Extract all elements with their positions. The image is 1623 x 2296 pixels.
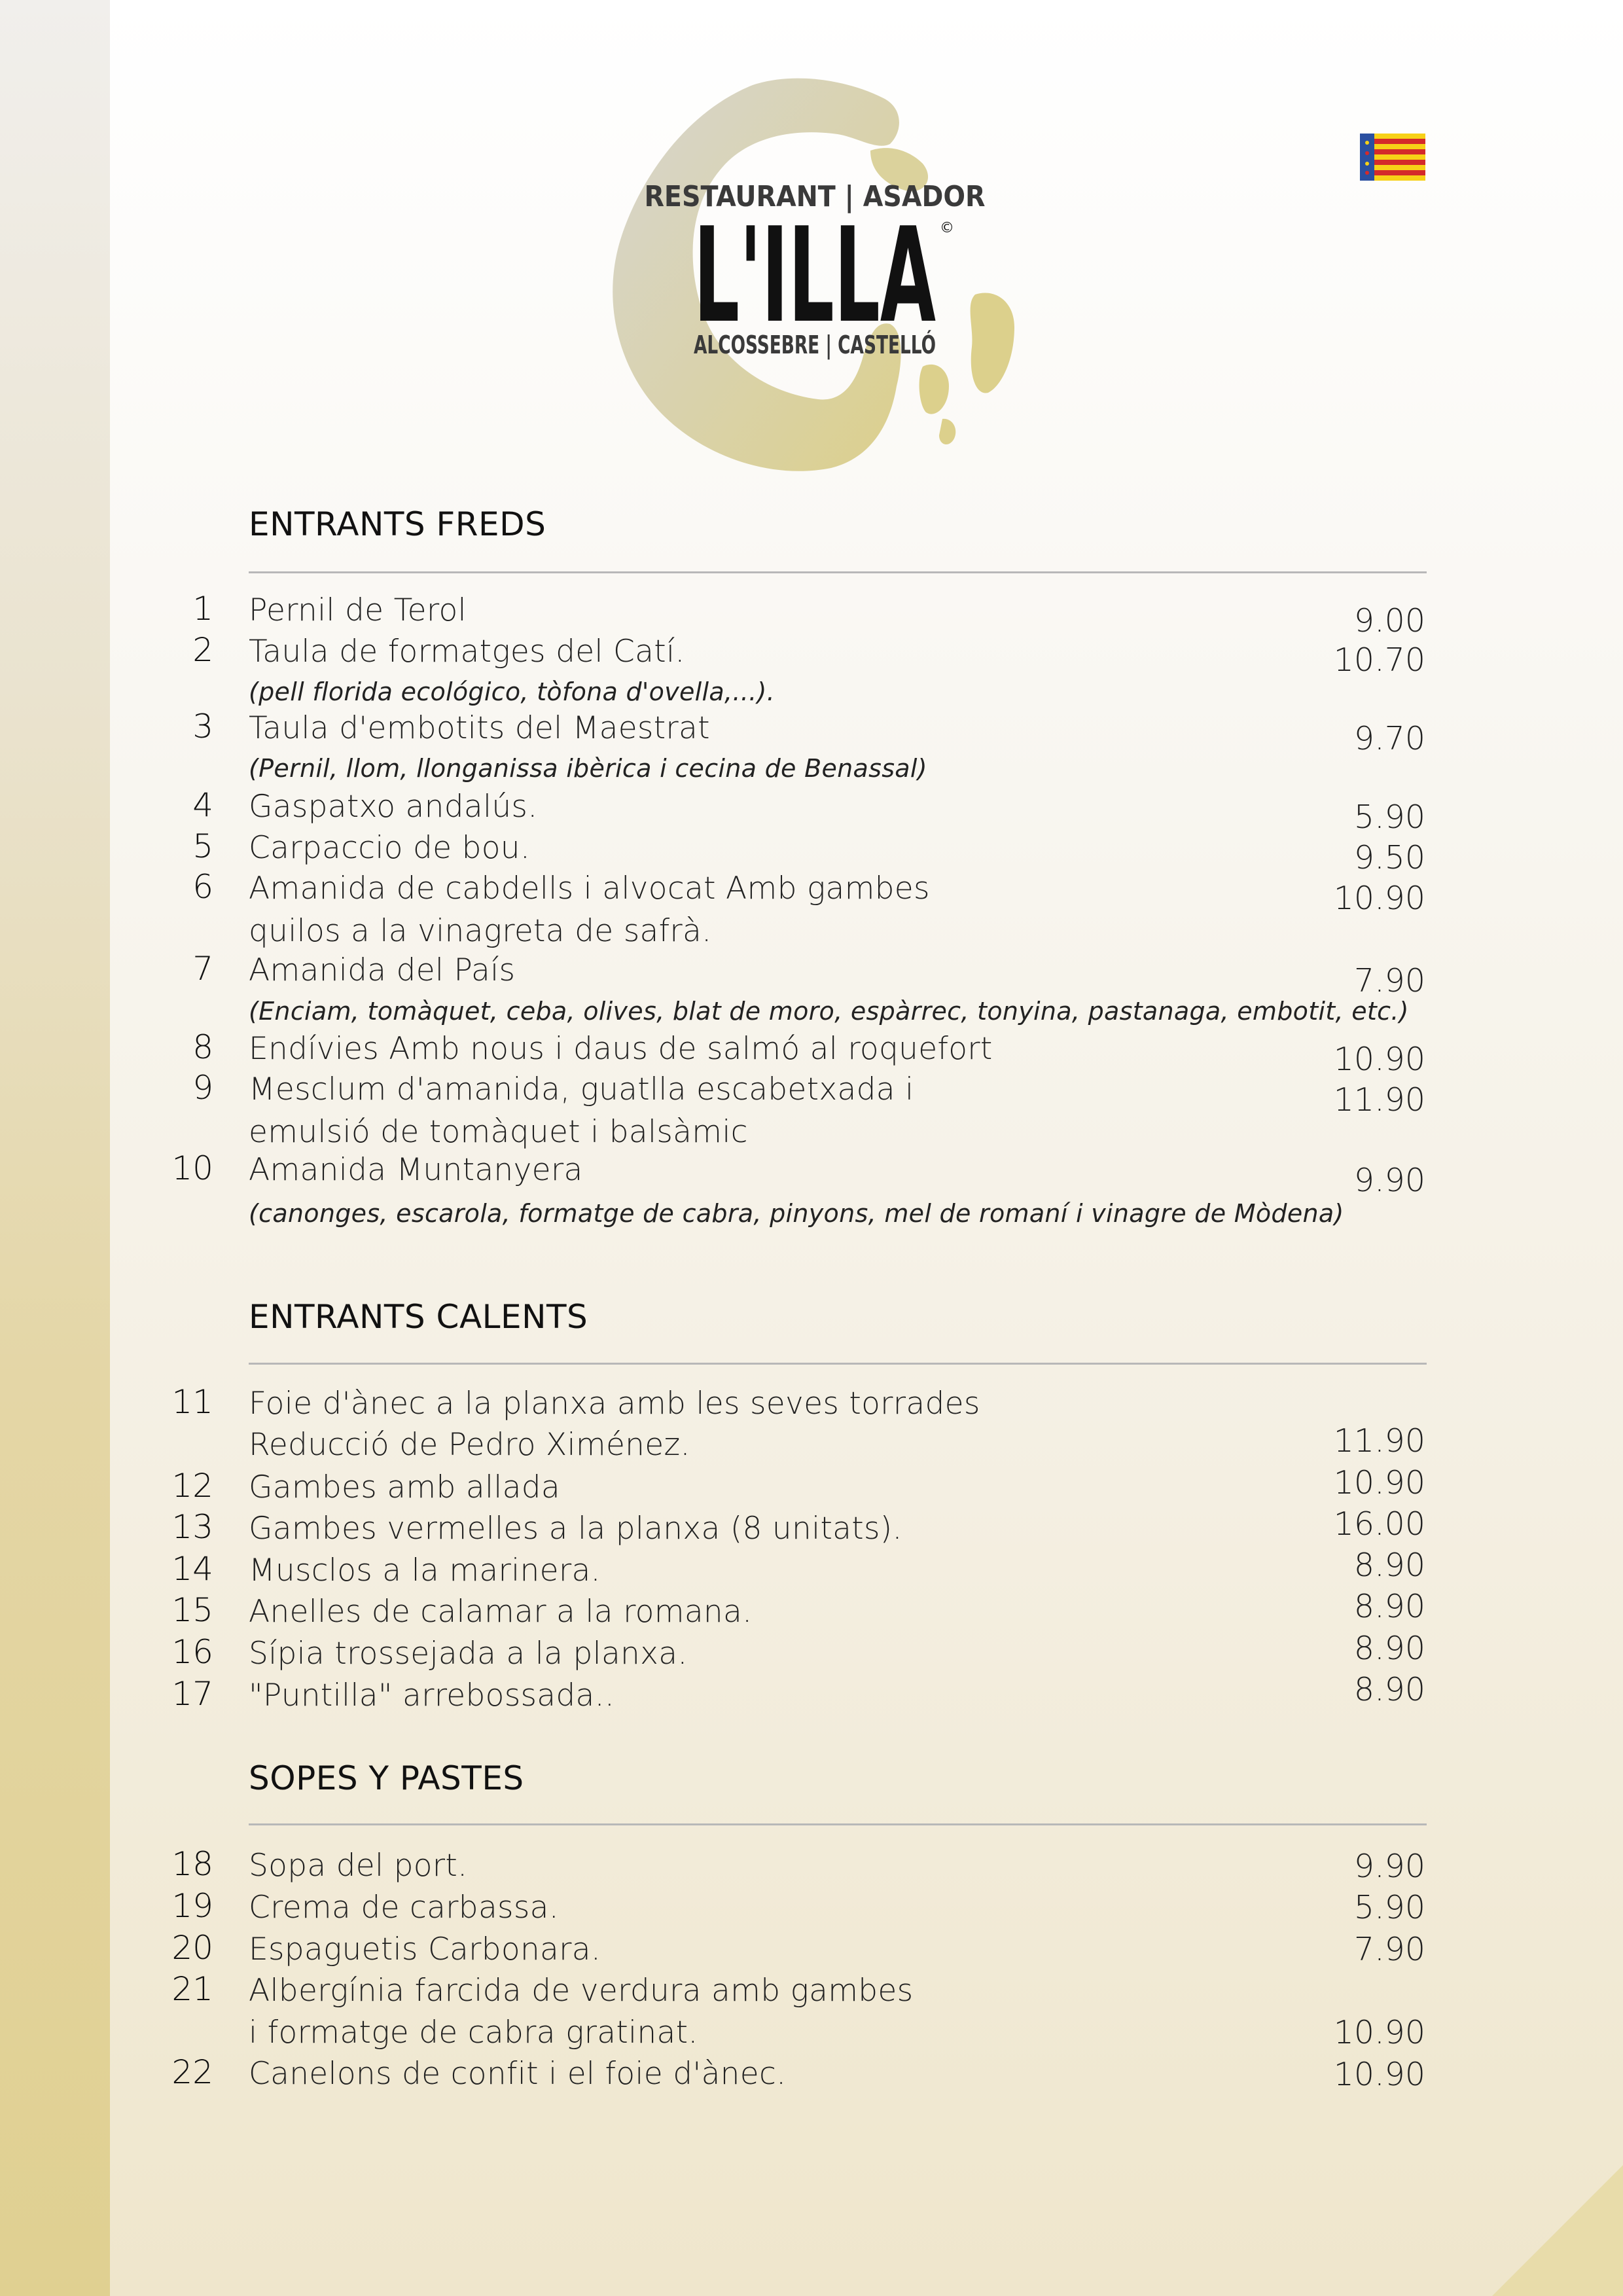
- item-price: 9.90: [1353, 1848, 1425, 1885]
- section-title: ENTRANTS FREDS: [249, 505, 546, 543]
- item-number: 9: [192, 1069, 213, 1107]
- item-number: 5: [192, 827, 213, 865]
- item-number: 17: [171, 1675, 213, 1713]
- corner-decoration: [1492, 2165, 1623, 2296]
- section-divider: [249, 1363, 1427, 1365]
- section-title: ENTRANTS CALENTS: [249, 1298, 588, 1336]
- item-price: 11.90: [1333, 1081, 1425, 1119]
- left-decorative-band: [0, 0, 110, 2296]
- item-number: 21: [171, 1970, 213, 2008]
- item-price: 10.90: [1333, 1464, 1425, 1501]
- logo-line3: ALCOSSEBRE | CASTELLÓ: [694, 331, 1008, 359]
- item-number: 2: [192, 631, 213, 669]
- item-name: Espaguetis Carbonara.: [249, 1931, 601, 1967]
- item-number: 11: [171, 1383, 213, 1421]
- section-divider: [249, 571, 1427, 573]
- item-number: 20: [171, 1929, 213, 1967]
- valencian-flag-icon[interactable]: [1360, 134, 1425, 181]
- item-price: 5.90: [1353, 798, 1425, 836]
- item-name: Mesclum d'amanida, guatlla escabetxada i: [249, 1071, 914, 1107]
- logo-name: L'ILLA: [694, 200, 936, 352]
- item-name-continued: emulsió de tomàquet i balsàmic: [249, 1114, 748, 1150]
- item-price: 8.90: [1353, 1630, 1425, 1667]
- item-name: Gambes amb allada: [249, 1469, 560, 1505]
- item-number: 16: [171, 1633, 213, 1671]
- item-price: 9.70: [1353, 720, 1425, 757]
- item-number: 3: [192, 708, 213, 745]
- item-price: 8.90: [1353, 1547, 1425, 1584]
- item-price: 7.90: [1353, 1931, 1425, 1968]
- item-price: 10.90: [1333, 1041, 1425, 1078]
- item-number: 4: [192, 786, 213, 824]
- item-price: 10.90: [1333, 2014, 1425, 2051]
- item-price: 10.90: [1333, 880, 1425, 917]
- restaurant-logo: [596, 72, 1034, 478]
- item-description: (canonges, escarola, formatge de cabra, pinyons, mel de romaní i vinagre de Mòdena): [249, 1199, 1344, 1228]
- item-name: Amanida Muntanyera: [249, 1152, 583, 1188]
- item-price: 9.90: [1353, 1162, 1425, 1199]
- item-description: (Enciam, tomàquet, ceba, olives, blat de moro, espàrrec, tonyina, pastanaga, embotit, etc.): [249, 997, 1409, 1026]
- item-description: (pell florida ecológico, tòfona d'ovella,...).: [249, 677, 776, 706]
- item-name: Endívies Amb nous i daus de salmó al roquefort: [249, 1031, 993, 1067]
- item-name: Crema de carbassa.: [249, 1890, 559, 1926]
- item-number: 10: [171, 1149, 213, 1187]
- item-name: Carpaccio de bou.: [249, 830, 531, 866]
- item-number: 8: [192, 1028, 213, 1066]
- item-price: 11.90: [1333, 1422, 1425, 1460]
- item-number: 22: [171, 2053, 213, 2091]
- item-price: 9.00: [1353, 602, 1425, 639]
- item-price: 7.90: [1353, 962, 1425, 999]
- logo-mark: ©: [940, 220, 954, 236]
- item-name: Gaspatxo andalús.: [249, 789, 538, 825]
- item-name: Musclos a la marinera.: [249, 1552, 601, 1588]
- item-name: Amanida del País: [249, 952, 516, 988]
- item-number: 15: [171, 1591, 213, 1629]
- item-name: Sopa del port.: [249, 1848, 468, 1884]
- item-price: 9.50: [1353, 839, 1425, 876]
- item-name: Foie d'ànec a la planxa amb les seves torrades: [249, 1386, 980, 1422]
- item-name: Canelons de confit i el foie d'ànec.: [249, 2056, 787, 2092]
- item-name: Albergínia farcida de verdura amb gambes: [249, 1973, 914, 2009]
- item-name-continued: quilos a la vinagreta de safrà.: [249, 913, 712, 949]
- item-name: Pernil de Terol: [249, 592, 467, 628]
- item-price: 16.00: [1333, 1505, 1425, 1543]
- item-name-continued: i formatge de cabra gratinat.: [249, 2015, 698, 2051]
- item-number: 13: [171, 1508, 213, 1546]
- item-price: 8.90: [1353, 1588, 1425, 1625]
- item-price: 10.90: [1333, 2056, 1425, 2093]
- item-name: "Puntilla" arrebossada..: [249, 1677, 615, 1713]
- item-name: Taula de formatges del Catí.: [249, 634, 685, 670]
- item-name: Gambes vermelles a la planxa (8 unitats).: [249, 1511, 902, 1547]
- item-name-continued: Reducció de Pedro Ximénez.: [249, 1427, 690, 1463]
- section-divider: [249, 1823, 1427, 1825]
- item-description: (Pernil, llom, llonganissa ibèrica i cecina de Benassal): [249, 754, 927, 783]
- item-name: Taula d'embotits del Maestrat: [249, 710, 710, 746]
- item-number: 18: [171, 1845, 213, 1883]
- item-price: 5.90: [1353, 1889, 1425, 1926]
- item-name: Sípia trossejada a la planxa.: [249, 1636, 688, 1672]
- item-price: 8.90: [1353, 1671, 1425, 1708]
- item-number: 12: [171, 1467, 213, 1505]
- item-number: 6: [192, 868, 213, 906]
- item-number: 1: [192, 590, 213, 628]
- item-number: 14: [171, 1550, 213, 1588]
- item-name: Amanida de cabdells i alvocat Amb gambes: [249, 870, 930, 906]
- logo-line1: RESTAURANT | ASADOR: [644, 180, 986, 213]
- item-number: 7: [192, 950, 213, 988]
- item-name: Anelles de calamar a la romana.: [249, 1594, 753, 1630]
- section-title: SOPES Y PASTES: [249, 1759, 524, 1797]
- item-number: 19: [171, 1887, 213, 1925]
- item-price: 10.70: [1333, 641, 1425, 679]
